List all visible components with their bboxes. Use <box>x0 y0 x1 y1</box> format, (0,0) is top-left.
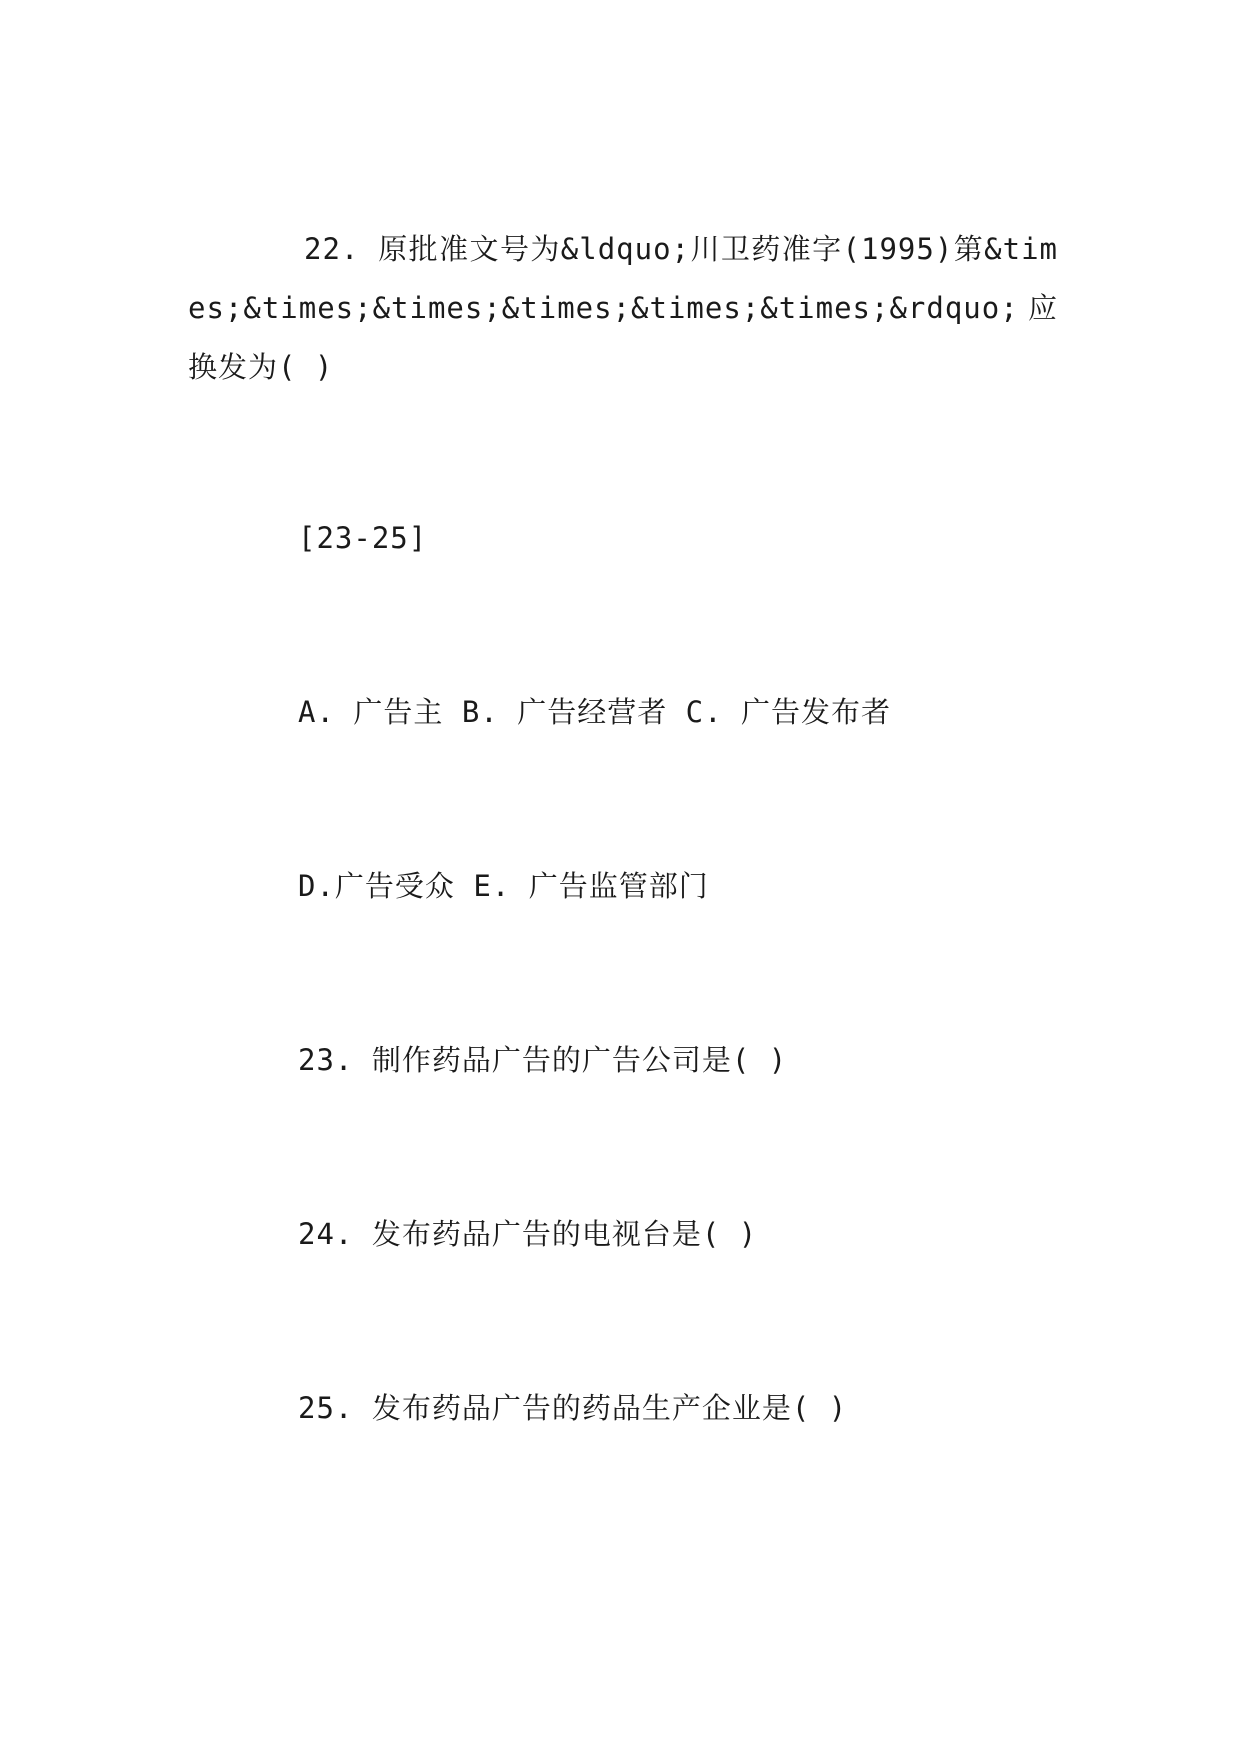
question-group-range: [23-25] <box>298 521 428 555</box>
options-line-a-c: A. 广告主 B. 广告经营者 C. 广告发布者 <box>298 695 892 729</box>
question-23: 23. 制作药品广告的广告公司是( ) <box>298 1043 788 1077</box>
options-line-d-e: D.广告受众 E. 广告监管部门 <box>298 869 709 903</box>
question-25: 25. 发布药品广告的药品生产企业是( ) <box>298 1391 848 1425</box>
question-22: 22. 原批准文号为&ldquo;川卫药准字(1995)第&times;&times;&times;&times;&times;&times;&rdquo;应换发为( ) <box>188 232 1058 384</box>
question-24: 24. 发布药品广告的电视台是( ) <box>298 1217 758 1251</box>
